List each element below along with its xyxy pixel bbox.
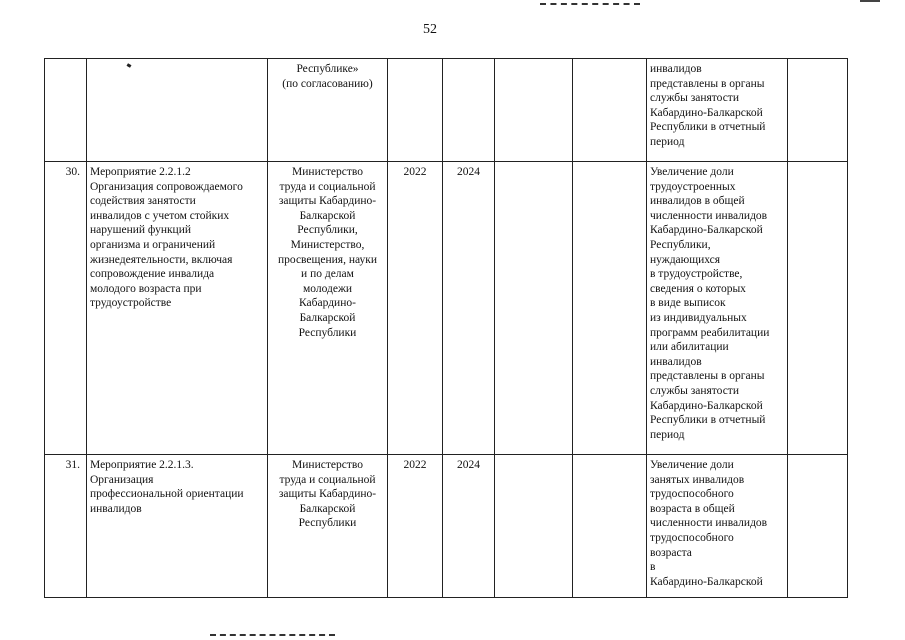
start-year-cell: 2022 [388, 162, 443, 455]
cell-text-line: сопровождение инвалида [90, 268, 215, 281]
cell-text-line: Кабардино-Балкарской [650, 106, 763, 119]
cell-text-line: Кабардино-Балкарской [650, 575, 763, 588]
cell-text-line: инвалидов [650, 63, 702, 75]
cell-text-line: труда и социальной [279, 180, 376, 193]
event-cell [87, 455, 268, 598]
event-cell [87, 59, 268, 162]
table-row [45, 59, 848, 162]
empty-cell [573, 59, 647, 162]
cell-text-line: и по делам [301, 268, 354, 281]
cell-text-line: Мероприятие 2.2.1.2 [90, 166, 191, 178]
cell-text-line: трудоустройстве [90, 297, 172, 310]
result-cell [647, 59, 788, 162]
measures-table [44, 58, 848, 598]
empty-cell [573, 455, 647, 598]
cell-text-line: занятых инвалидов [650, 473, 745, 486]
cell-text-line: организма и ограничений [90, 238, 216, 251]
empty-cell [788, 59, 848, 162]
end-year-cell [443, 59, 495, 162]
cell-text-line: сведения о которых [650, 282, 746, 295]
empty-cell [495, 59, 573, 162]
cell-text-line: Организация сопровождаемого [90, 180, 243, 193]
responsible-cell [268, 455, 388, 598]
empty-cell [495, 455, 573, 598]
empty-cell [495, 162, 573, 455]
cell-text-line: представлены в органы [650, 370, 765, 383]
cell-text-line: программ реабилитации [650, 326, 770, 339]
cell-text-line: Балкарской [299, 209, 356, 222]
cell-text-line: службы занятости [650, 92, 739, 105]
cell-text-line: Республики в отчетный [650, 414, 766, 427]
row-number: 30. [45, 162, 87, 455]
cell-text-line: Республики, [297, 224, 358, 237]
cell-text-line: Кабардино-Балкарской [650, 224, 763, 237]
responsible-cell [268, 162, 388, 455]
cell-text-line: Мероприятие 2.2.1.3. [90, 459, 194, 471]
cell-text-line: молодежи [302, 282, 353, 295]
row-number [45, 59, 87, 162]
cell-text-line: молодого возраста при [90, 282, 202, 295]
cell-text-line: содействия занятости [90, 195, 196, 208]
cell-text-line: Министерство [292, 459, 363, 471]
table-body [45, 59, 848, 598]
scan-artifact-bottom [210, 634, 335, 639]
cell-text-line: инвалидов [90, 502, 142, 515]
cell-text-line: трудоспособного [650, 531, 734, 544]
cell-text-line: Организация [90, 473, 154, 486]
cell-text-line: Республики [298, 517, 357, 530]
cell-text-line: Республики в отчетный [650, 121, 766, 134]
cell-text-line: представлены в органы [650, 77, 765, 90]
cell-text-line: инвалидов в общей [650, 195, 745, 208]
cell-text-line: период [650, 135, 685, 148]
cell-text-line: Министерство, [290, 238, 365, 251]
empty-cell [788, 455, 848, 598]
cell-text-line: трудоспособного [650, 488, 734, 501]
measures-table-wrap [44, 58, 848, 598]
cell-text-line: просвещения, науки [278, 253, 377, 266]
row-number: 31. [45, 455, 87, 598]
scan-artifact-top-right [860, 0, 880, 2]
cell-text-line: нарушений функций [90, 224, 192, 237]
cell-text-line: Кабардино-Балкарской [650, 399, 763, 412]
cell-text-line: трудоустроенных [650, 180, 736, 193]
cell-text-line: Республики, [650, 238, 711, 251]
cell-text-line: труда и социальной [279, 473, 376, 486]
empty-cell [573, 162, 647, 455]
cell-text-line: (по согласованию) [282, 77, 373, 90]
empty-cell [788, 162, 848, 455]
cell-text-line: инвалидов [650, 355, 702, 368]
table-row [45, 162, 848, 455]
start-year-cell: 2022 [388, 455, 443, 598]
cell-text-line: численности инвалидов [650, 517, 768, 530]
end-year-cell: 2024 [443, 455, 495, 598]
cell-text-line: Увеличение доли [650, 166, 734, 178]
start-year-cell [388, 59, 443, 162]
cell-text-line: инвалидов с учетом стойких [90, 209, 230, 222]
cell-text-line: возраста [650, 546, 692, 559]
cell-text-line: Кабардино- [299, 297, 356, 310]
responsible-cell [268, 59, 388, 162]
scan-artifact-top [540, 0, 640, 5]
cell-text-line: Республики [298, 326, 357, 339]
end-year-cell: 2024 [443, 162, 495, 455]
cell-text-line: нуждающихся [650, 253, 721, 266]
cell-text-line: Балкарской [299, 502, 356, 515]
result-cell [647, 455, 788, 598]
cell-text-line: в виде выписок [650, 297, 726, 310]
cell-text-line: период [650, 428, 685, 441]
cell-text-line: или абилитации [650, 341, 729, 354]
page-number: 52 [423, 22, 437, 37]
cell-text-line: защиты Кабардино- [278, 195, 377, 208]
cell-text-line: в трудоустройстве, [650, 268, 743, 281]
cell-text-line: профессиональной ориентации [90, 488, 244, 501]
cell-text-line: защиты Кабардино- [278, 488, 377, 501]
cell-text-line: численности инвалидов [650, 209, 768, 222]
result-cell [647, 162, 788, 455]
cell-text-line: Балкарской [299, 311, 356, 324]
cell-text-line: Республике» [296, 63, 359, 75]
table-row [45, 455, 848, 598]
cell-text-line: жизнедеятельности, включая [90, 253, 233, 266]
event-cell [87, 162, 268, 455]
cell-text-line: Министерство [292, 166, 363, 178]
cell-text-line: из индивидуальных [650, 311, 747, 324]
cell-text-line: службы занятости [650, 384, 739, 397]
cell-text-line: в [650, 561, 656, 574]
cell-text-line: возраста в общей [650, 502, 735, 515]
cell-text-line: Увеличение доли [650, 459, 734, 471]
